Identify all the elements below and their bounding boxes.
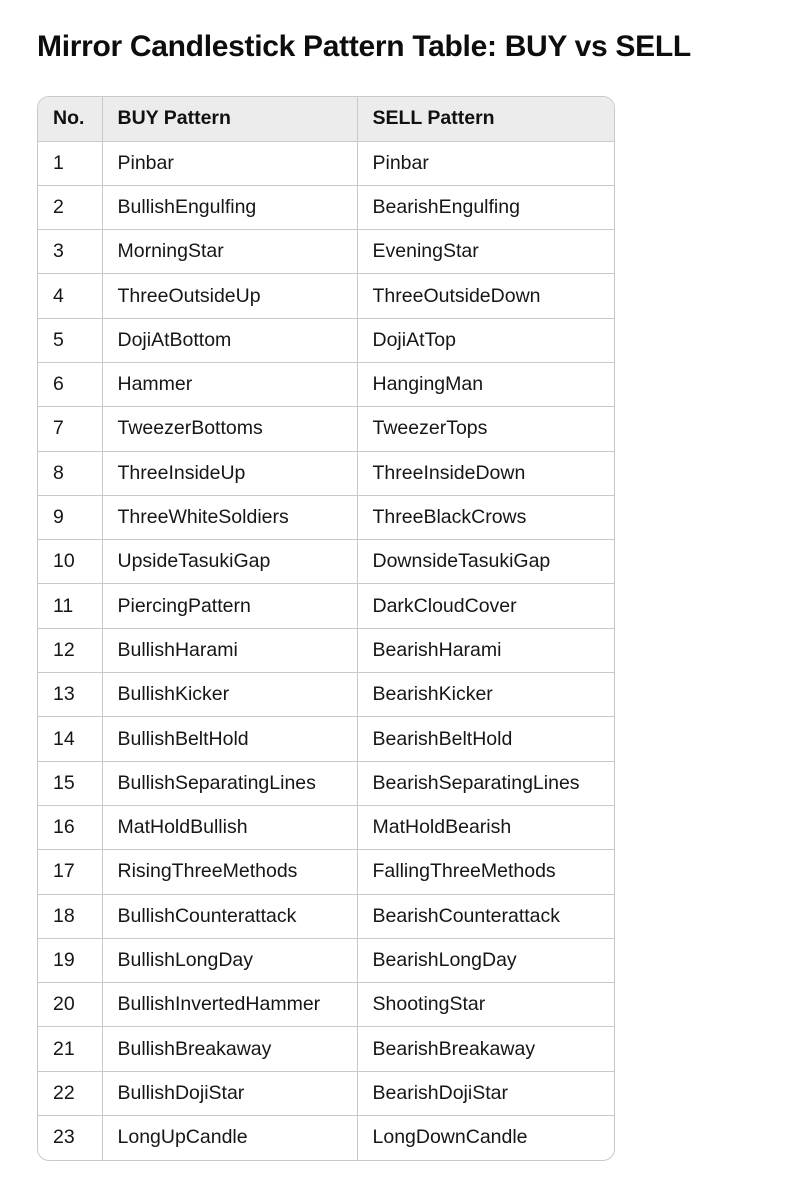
cell-sell-pattern: BearishKicker [357, 673, 614, 717]
cell-sell-pattern: BearishLongDay [357, 938, 614, 982]
cell-sell-pattern: LongDownCandle [372, 1126, 528, 1149]
cell-buy-pattern: ThreeInsideUp [102, 451, 357, 495]
cell-sell-pattern: BearishBeltHold [357, 717, 614, 761]
table-row [38, 230, 614, 274]
cell-sell-pattern: BearishBreakaway [357, 1027, 614, 1071]
cell-buy-pattern: BullishBeltHold [102, 717, 357, 761]
table-row [38, 983, 614, 1027]
cell-sell-pattern: ThreeBlackCrows [357, 495, 614, 539]
table-row [38, 451, 614, 495]
cell-no: 3 [38, 230, 102, 274]
cell-sell-pattern: ThreeInsideDown [357, 451, 614, 495]
cell-buy-pattern: ThreeOutsideUp [102, 274, 357, 318]
table-row [38, 761, 614, 805]
table-header [38, 97, 614, 141]
cell-buy-pattern: Pinbar [102, 141, 357, 185]
header-no: No. [38, 97, 102, 141]
table-row [38, 938, 614, 982]
cell-sell-pattern: BearishSeparatingLines [357, 761, 614, 805]
table-row [38, 318, 614, 362]
table-header-row [38, 97, 614, 141]
cell-buy-pattern: MatHoldBullish [102, 805, 357, 849]
page-title: Mirror Candlestick Pattern Table: BUY vs SELL [37, 30, 691, 63]
cell-no: 6 [38, 362, 102, 406]
table-row [38, 185, 614, 229]
cell-no: 12 [38, 628, 102, 672]
cell-buy-pattern: BullishDojiStar [102, 1071, 357, 1115]
cell-sell-pattern: ThreeOutsideDown [357, 274, 614, 318]
cell-no: 21 [38, 1027, 102, 1071]
header-sell-pattern: SELL Pattern [357, 97, 614, 141]
cell-buy-pattern: RisingThreeMethods [102, 850, 357, 894]
cell-no: 23 [38, 1116, 102, 1160]
cell-no: 10 [38, 540, 102, 584]
cell-no: 2 [38, 185, 102, 229]
cell-no: 7 [38, 407, 102, 451]
cell-sell-pattern: ShootingStar [357, 983, 614, 1027]
cell-no: 8 [38, 451, 102, 495]
pattern-table-container [37, 96, 615, 1161]
cell-sell-pattern: EveningStar [357, 230, 614, 274]
cell-no: 15 [38, 761, 102, 805]
cell-sell-pattern: Pinbar [357, 141, 614, 185]
cell-no: 14 [38, 717, 102, 761]
cell-no: 17 [38, 850, 102, 894]
cell-buy-pattern: BullishSeparatingLines [102, 761, 357, 805]
table-row [38, 1071, 614, 1115]
cell-buy-pattern: LongUpCandle [102, 1116, 357, 1160]
cell-sell-pattern: DarkCloudCover [357, 584, 614, 628]
cell-no: 4 [38, 274, 102, 318]
table-row [38, 1116, 614, 1160]
cell-no: 16 [38, 805, 102, 849]
cell-no: 9 [38, 495, 102, 539]
cell-buy-pattern: TweezerBottoms [102, 407, 357, 451]
cell-buy-pattern: MorningStar [102, 230, 357, 274]
cell-no: 18 [38, 894, 102, 938]
cell-no: 22 [38, 1071, 102, 1115]
table-row [38, 141, 614, 185]
cell-sell-pattern: DownsideTasukiGap [357, 540, 614, 584]
table-row [38, 717, 614, 761]
table-row [38, 894, 614, 938]
cell-sell-pattern: MatHoldBearish [357, 805, 614, 849]
cell-buy-pattern: BullishKicker [102, 673, 357, 717]
cell-no: 19 [38, 938, 102, 982]
pattern-table [38, 97, 614, 1160]
table-row [38, 362, 614, 406]
cell-buy-pattern: DojiAtBottom [102, 318, 357, 362]
table-row [38, 673, 614, 717]
table-row [38, 540, 614, 584]
table-row [38, 628, 614, 672]
cell-buy-pattern: Hammer [102, 362, 357, 406]
cell-sell-pattern: FallingThreeMethods [357, 850, 614, 894]
cell-no: 5 [38, 318, 102, 362]
cell-sell-pattern: BearishEngulfing [357, 185, 614, 229]
table-row [38, 1027, 614, 1071]
cell-buy-pattern: BullishBreakaway [102, 1027, 357, 1071]
cell-no: 13 [38, 673, 102, 717]
cell-sell-pattern: TweezerTops [357, 407, 614, 451]
cell-buy-pattern: BullishInvertedHammer [102, 983, 357, 1027]
cell-buy-pattern: BullishHarami [102, 628, 357, 672]
cell-buy-pattern: PiercingPattern [102, 584, 357, 628]
cell-no: 1 [38, 141, 102, 185]
cell-buy-pattern: UpsideTasukiGap [102, 540, 357, 584]
cell-no: 11 [38, 584, 102, 628]
table-row [38, 584, 614, 628]
table-row [38, 495, 614, 539]
cell-buy-pattern: BullishLongDay [102, 938, 357, 982]
header-buy-pattern: BUY Pattern [102, 97, 357, 141]
cell-sell-pattern: DojiAtTop [357, 318, 614, 362]
cell-buy-pattern: ThreeWhiteSoldiers [102, 495, 357, 539]
cell-sell-pattern: BearishDojiStar [357, 1071, 614, 1115]
table-row [38, 407, 614, 451]
table-row [38, 850, 614, 894]
cell-sell-pattern: BearishCounterattack [357, 894, 614, 938]
cell-sell-pattern: BearishHarami [357, 628, 614, 672]
table-body [38, 141, 614, 1160]
table-row [38, 805, 614, 849]
cell-no: 20 [38, 983, 102, 1027]
cell-buy-pattern: BullishCounterattack [102, 894, 357, 938]
table-row [38, 274, 614, 318]
cell-buy-pattern: BullishEngulfing [102, 185, 357, 229]
cell-sell-pattern: HangingMan [357, 362, 614, 406]
